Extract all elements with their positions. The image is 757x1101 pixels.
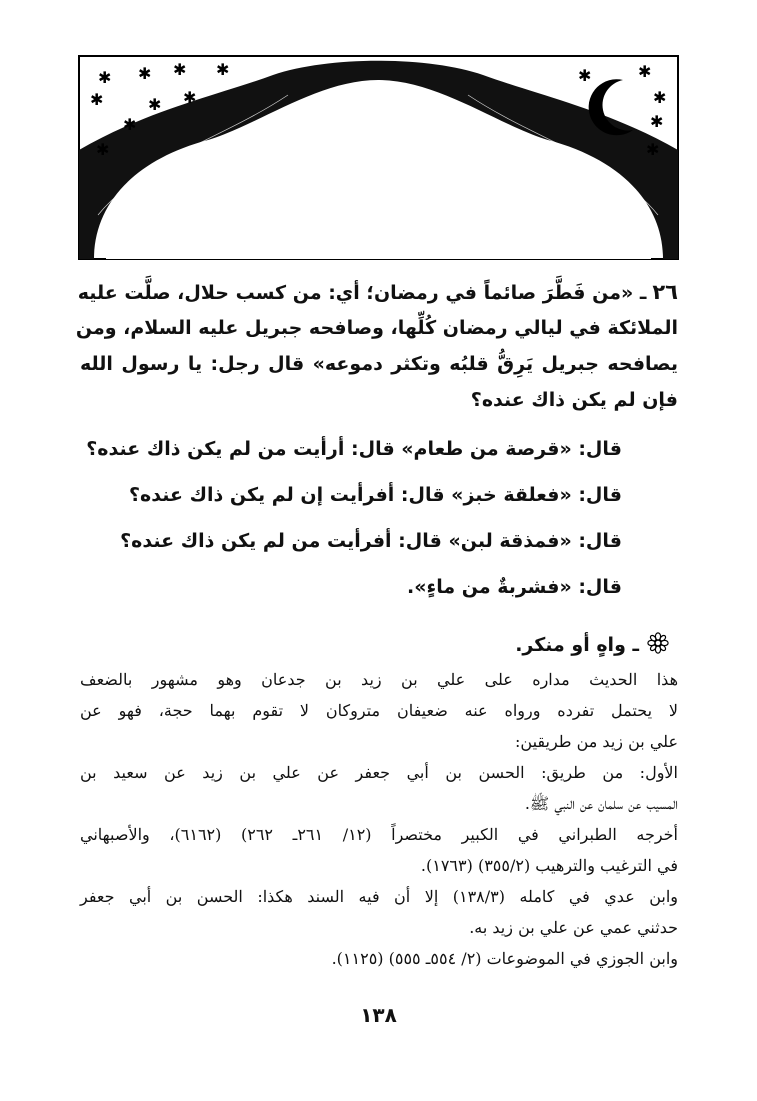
commentary-line: لا يحتمل تفرده ورواه عنه ضعيفان متروكان لا تقوم بهما حجة، فهو عن [80,701,678,720]
commentary-line: هذا الحديث مداره على علي بن زيد بن جدعان وهو مشهور بالضعف [80,670,679,689]
page-number: ١٣٨ [360,1003,397,1027]
commentary-line: وابن الجوزي في الموضوعات (٢/ ٥٥٤ـ ٥٥٥) (١١٢٥). [331,949,678,968]
verdict-heading: ـ واهٍ أو منكر. [515,634,639,656]
dialogue-line: قال: «قرصة من طعام» قال: أرأيت من لم يكن ذاك عنده؟ [86,438,622,460]
svg-text:✱: ✱ [638,62,652,81]
svg-text:✱: ✱ [96,140,110,159]
commentary-line: حدثني عمي عن علي بن زيد به. [469,918,678,937]
svg-text:✱: ✱ [123,115,137,134]
ramadan-night-banner [78,55,679,260]
hadith-line: ٢٦ـ «من فَطَّرَ صائماً في رمضان؛ أي: من كسب حلال، صلَّت عليه [77,280,678,304]
hadith-line: الملائكة في ليالي رمضان كُلِّها، وصافحه جبريل عليه السلام، ومن [75,317,678,339]
hadith-line: فإن لم يكن ذاك عنده؟ [470,389,678,411]
svg-text:✱: ✱ [588,95,602,114]
hadith-block [75,274,678,418]
svg-text:✱: ✱ [90,90,104,109]
commentary-block [80,664,678,974]
svg-text:✱: ✱ [650,112,664,131]
commentary-line: وابن عدي في كامله (١٣٨/٣) إلا أن فيه السند هكذا: الحسن بن أبي جعفر [80,887,679,906]
svg-text:✱: ✱ [138,64,152,83]
svg-text:✱: ✱ [148,95,162,114]
dialogue-line: قال: «فمذقة لبن» قال: أفرأيت من لم يكن ذاك عنده؟ [120,530,622,552]
dialogue-line: قال: «فعلقة خبز» قال: أفرأيت إن لم يكن ذاك عنده؟ [129,484,622,506]
commentary-line: علي بن زيد من طريقين: [515,732,678,751]
commentary-line: المسيب عن سلمان عن النبي ﷺ. [524,794,678,813]
svg-text:✱: ✱ [646,140,660,159]
dialogue-line: قال: «فشربةٌ من ماءٍ». [407,576,622,598]
flower-ornament-icon [647,632,669,654]
svg-text:✱: ✱ [216,60,230,79]
commentary-line: في الترغيب والترهيب (٣٥٥/٢) (١٧٦٣). [420,856,678,875]
svg-text:✱: ✱ [578,66,592,85]
commentary-line: الأول: من طريق: الحسن بن أبي جعفر عن علي بن زيد عن سعيد بن [80,763,678,782]
svg-text:✱: ✱ [183,88,197,107]
hadith-number: ٢٦ [652,280,678,304]
svg-text:✱: ✱ [653,88,667,107]
svg-text:✱: ✱ [98,68,112,87]
svg-text:✱: ✱ [173,60,187,79]
commentary-line: أخرجه الطبراني في الكبير مختصراً (١٢/ ٢٦١ـ ٢٦٢) (٦١٦٢)، والأصبهاني [80,825,678,844]
hadith-line: يصافحه جبريل يَرِقُّ قلبُه وتكثر دموعه» قال رجل: يا رسول الله [80,353,678,375]
